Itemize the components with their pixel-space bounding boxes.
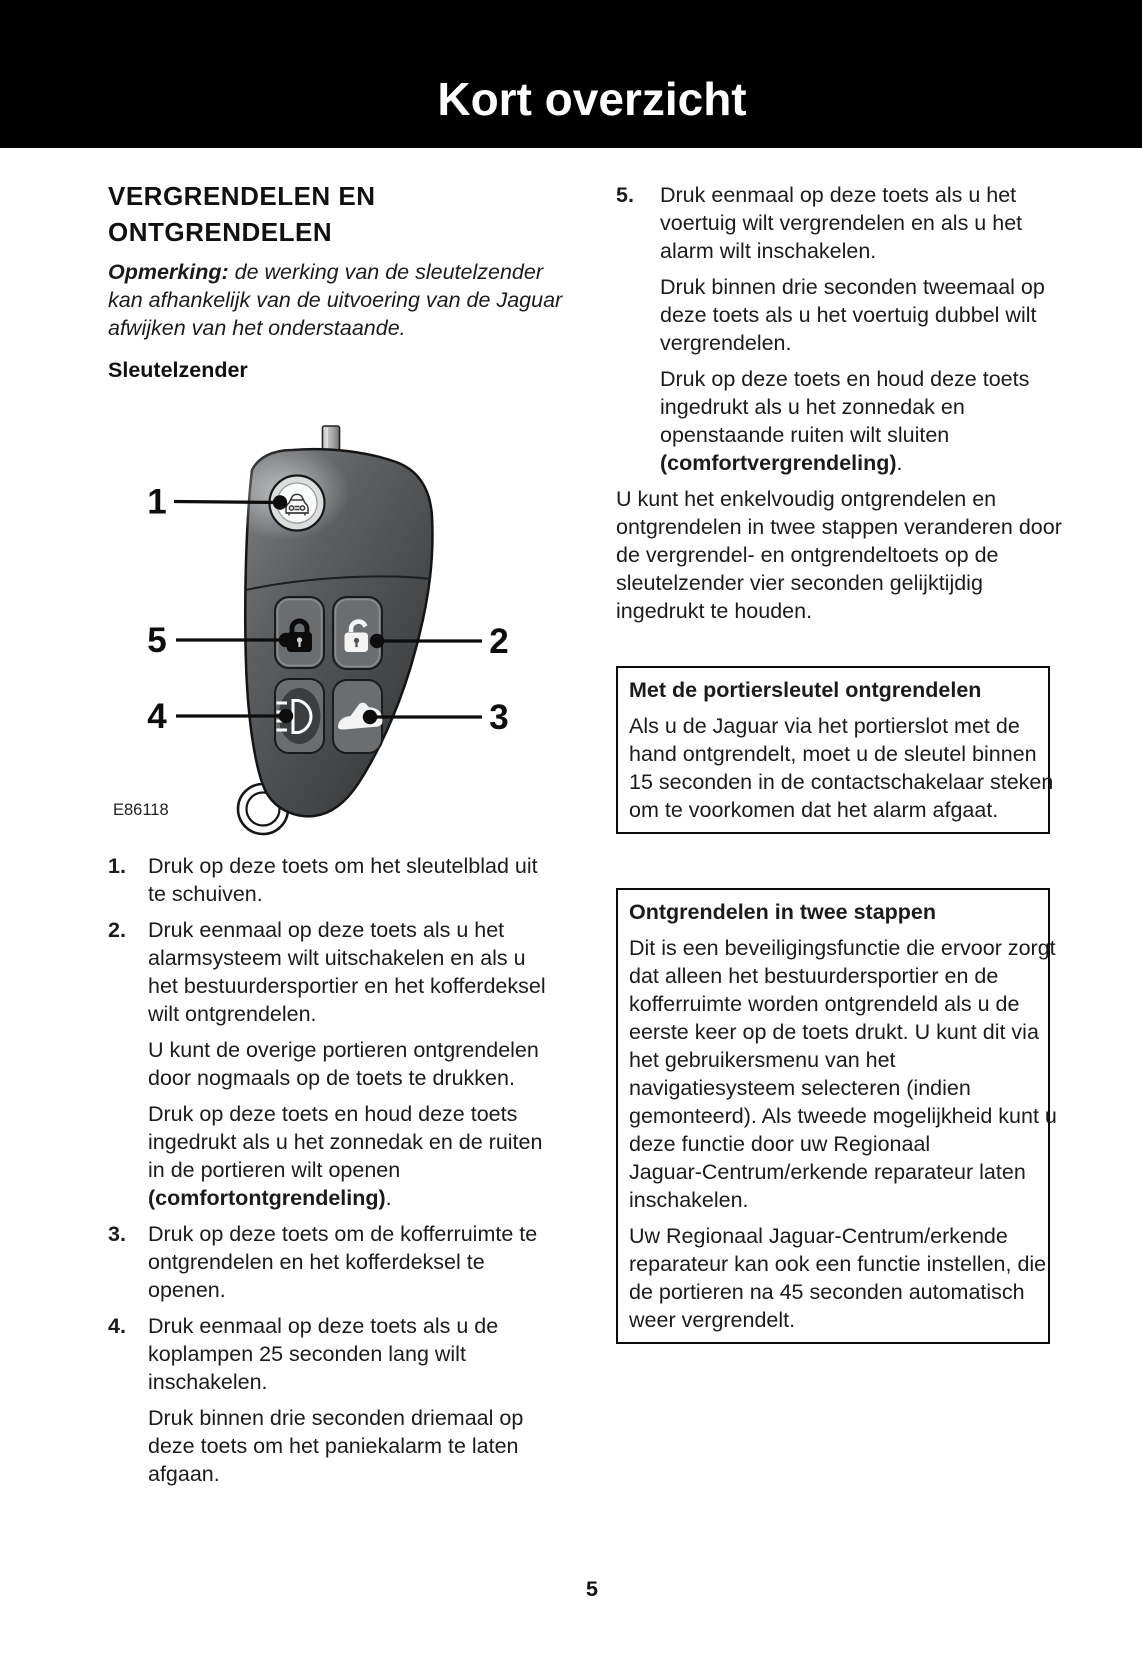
chapter-header-bar [0,0,1142,148]
paragraph: Dit is een beveiligingsfunctie die ervoor zorgt dat alleen het bestuurdersportier en de kofferruimte worden ontgrendeld als u de eerste keer op de toets drukt. U kunt dit via het gebruikersmenu van het navigatiesysteem selecteren (indien gemonteerd). Als tweede mogelijkheid kunt u deze functie door uw Regionaal Jaguar-Centrum/erkende reparateur laten inschakelen. [629,936,1057,1212]
section-heading: VERGRENDELEN EN ONTGRENDELEN [108,181,376,247]
step-number: 4. [108,1314,126,1338]
paragraph: Druk op deze toets om het sleutelblad uit te schuiven. [148,854,538,906]
paragraph: Druk eenmaal op deze toets als u het alarmsysteem wilt uitschakelen en als u het bestuurdersportier en het kofferdeksel wilt ontgrendelen. [148,918,546,1026]
step-number: 1. [108,854,126,878]
steps-list [108,852,563,1496]
key-fob-figure [95,385,575,840]
page-title: Kort overzicht [437,73,747,125]
info-box-title: Ontgrendelen in twee stappen [629,900,937,924]
step-1 [108,852,563,908]
step-body [148,916,563,1212]
lock-button [275,597,324,668]
info-box-door-key-unlock [616,666,1054,834]
step-5 [616,181,1076,477]
paragraph: U kunt de overige portieren ontgrendelen door nogmaals op de toets te drukken. [148,1038,539,1090]
paragraph: Druk binnen drie seconden driemaal op deze toets om het paniekalarm te laten afgaan. [148,1406,524,1486]
paragraph: Druk binnen drie seconden tweemaal op deze toets als u het voertuig dubbel wilt vergrendelen. [660,275,1045,355]
step-body [148,1220,563,1304]
right-column [616,181,1076,1344]
svg-text:5: 5 [147,621,167,660]
paragraph: Druk eenmaal op deze toets als u het voertuig wilt vergrendelen en als u het alarm wilt inschakelen. [660,183,1023,263]
subsection-heading: Sleutelzender [108,358,248,382]
info-box-title: Met de portiersleutel ontgrendelen [629,678,982,702]
step-4 [108,1312,563,1488]
paragraph: Druk op deze toets en houd deze toets ingedrukt als u het zonnedak en openstaande ruiten wilt sluiten (comfortvergrendeling). [660,367,1030,475]
step-number: 2. [108,918,126,942]
svg-text:3: 3 [489,698,509,737]
figure-code: E86118 [113,801,169,819]
unlock-button [333,597,382,669]
step-2 [108,916,563,1212]
paragraph: Druk op deze toets om de kofferruimte te ontgrendelen en het kofferdeksel te openen. [148,1222,538,1302]
step-body [148,852,563,908]
info-box-two-stage-unlock [616,888,1057,1344]
step-number: 5. [616,183,634,207]
step-number: 3. [108,1222,126,1246]
svg-text:1: 1 [147,482,167,522]
left-column [108,178,563,384]
svg-text:4: 4 [147,697,167,736]
step-body [660,181,1076,477]
step-body [148,1312,563,1488]
paragraph: U kunt het enkelvoudig ontgrendelen en ontgrendelen in twee stappen veranderen door de vergrendel- en ontgrendeltoets op de sleutelzender vier seconden gelijktijdig ingedrukt te houden. [616,487,1062,623]
paragraph: Uw Regionaal Jaguar-Centrum/erkende reparateur kan ook een functie instellen, die de portieren na 45 seconden automatisch weer vergrendelt. [629,1224,1047,1332]
svg-text:2: 2 [489,622,509,661]
note-paragraph: Opmerking: de werking van de sleutelzender kan afhankelijk van de uitvoering van de Jaguar afwijken van het onderstaande. [108,260,563,340]
paragraph: Als u de Jaguar via het portierslot met de hand ontgrendelt, moet u de sleutel binnen 15 seconden in de contactschakelaar steken om te voorkomen dat het alarm afgaat. [629,714,1054,822]
page-number: 5 [586,1577,598,1601]
paragraph: Druk eenmaal op deze toets als u de koplampen 25 seconden lang wilt inschakelen. [148,1314,499,1394]
paragraph: Druk op deze toets en houd deze toets ingedrukt als u het zonnedak en de ruiten in de portieren wilt openen (comfortontgrendeling). [148,1102,543,1210]
step-3 [108,1220,563,1304]
